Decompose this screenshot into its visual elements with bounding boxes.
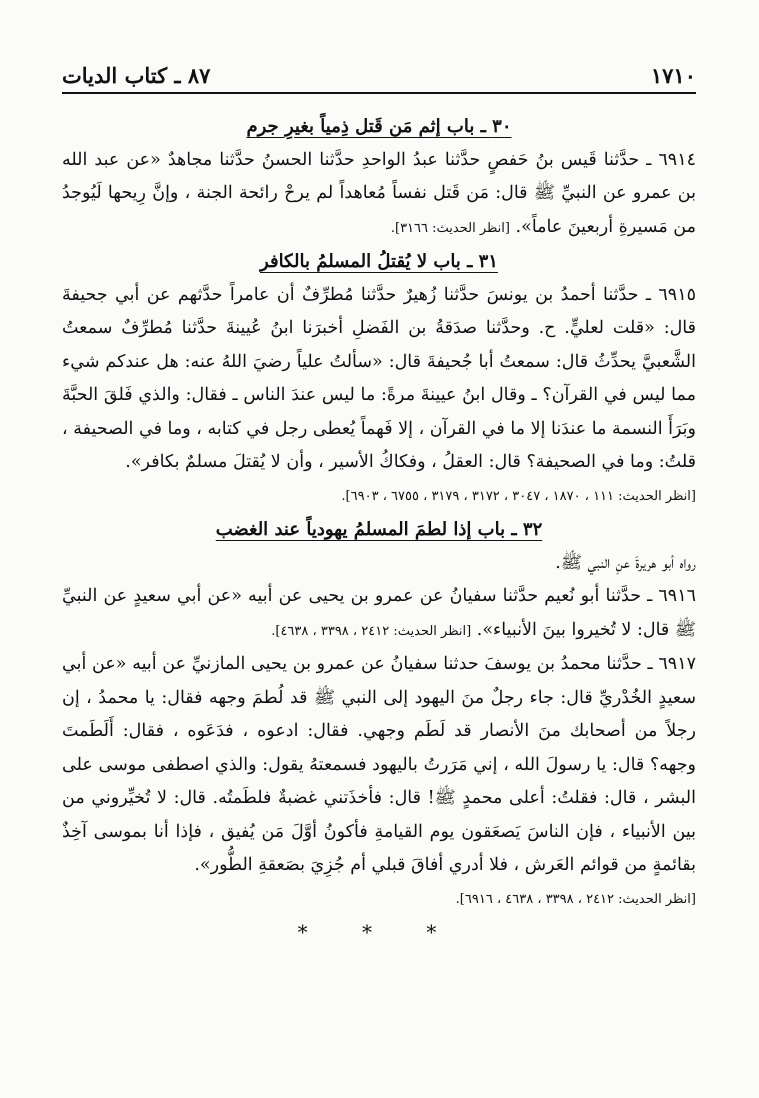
hadith-6917: ٦٩١٧ ـ حدَّثنا محمدُ بن يوسفَ حدثنا سفيانُ عن عمرو بن يحيى المازنيِّ عن أبيه «عن أبي سعيدٍ الخُدْريِّ قال: جاء رجلٌ منَ اليهود إلى النبي ﷺ قد لُطمَ وجهه فقال: يا محمدُ ، إن رجلاً من أصحابك منَ الأنصار قد لَطَم وجهي. فقال: ادعوه ، فدَعَوه ، فقال: أَلَطَمتَ وجهه؟ قال: يا رسولَ الله ، إني مَرَرتُ باليهود فسمعتهُ يقول: والذي اصطفى موسى على البشر ، قال: فقلتُ: أعلى محمدٍ ﷺ! قال: فأخذَتني غضبةٌ فلطَمتُه. قال: لا تُخيِّروني من بين الأنبياء ، فإن الناسَ يَصعَقون يوم القيامةِ فأكونُ أوَّلَ مَن يُفيق ، فإذا أنا بموسى آخِذٌ بقائمةٍ من قوائم العَرش ، فلا أدري أفاقَ قبلي أم جُزِيَ بصَعقةِ الطُّور». (62, 654, 696, 875)
page-number: ١٧١٠ (650, 62, 696, 88)
chapter-heading-31: ٣١ ـ باب لا يُقتلُ المسلمُ بالكافر (260, 251, 498, 272)
hadith-reference: [انظر الحديث: ١١١ ، ١٨٧٠ ، ٣٠٤٧ ، ٣١٧٢ ، ٣١٧٩ ، ٦٧٥٥ ، ٦٩٠٣]. (341, 488, 696, 504)
hadith-reference: [انظر الحديث: ٣١٦٦]. (390, 220, 510, 236)
page-content (62, 110, 696, 950)
book-title: ٨٧ ـ كتاب الديات (62, 62, 211, 88)
chapter-heading-30: ٣٠ ـ باب إثم مَن قَتل ذِمياً بغيرِ جرم (246, 116, 512, 137)
hadith-6915: ٦٩١٥ ـ حدَّثنا أحمدُ بن يونسَ حدَّثنا زُهيرٌ حدَّثنا مُطرِّفٌ أن عامراً حدَّثهم عن أبي جحيفةَ قال: «قلت لعليٍّ. ح. وحدَّثنا صدَقةُ بن الفَضلِ أخبرَنا ابنُ عُيينةَ حدَّثنا مُطرِّفٌ سمعتُ الشَّعبيَّ يحدِّثُ قال: سمعتُ أبا جُحيفةَ قال: «سألتُ علياً رضيَ اللهُ عنه: هل عندكم شيء مما ليس في القرآن؟ ـ وقال ابنُ عيينةَ مرةً: ما ليس عندَ الناس ـ فقال: والذي فَلقَ الحبَّةَ وبَرَأَ النسمة ما عندَنا إلا ما في القرآن ، إلا فَهماً يُعطى رجل في كتابه ، وما في الصحيفة ، قلتُ: وما في الصحيفة؟ قال: العقلُ ، وفكاكُ الأسير ، وأن لا يُقتلَ مسلمٌ بكافر». (62, 284, 696, 472)
chapter-heading-32: ٣٢ ـ باب إذا لطمَ المسلمُ يهودياً عند الغضب (215, 519, 543, 540)
hadith-6914: ٦٩١٤ ـ حدَّثنا قَيس بنُ حَفصٍ حدَّثنا عبدُ الواحدِ حدَّثنا الحسنُ حدَّثنا مجاهدٌ «عن عبد الله بن عمرو عن النبيِّ ﷺ قال: مَن قَتل نفساً مُعاهداً لم يرحْ رائحة الجنة ، وإنَّ رِيحها لَيُوجدُ من مَسيرةِ أربعينَ عاماً». [انظر الحديث: ٣١٦٦]. (62, 149, 696, 237)
section-separator: * * * (297, 920, 461, 944)
hadith-reference: [انظر الحديث: ٢٤١٢ ، ٣٣٩٨ ، ٤٦٣٨ ، ٦٩١٦]. (455, 891, 696, 907)
hadith-reference: [انظر الحديث: ٢٤١٢ ، ٣٣٩٨ ، ٤٦٣٨]. (271, 623, 472, 639)
hadith-6916: ٦٩١٦ ـ حدَّثنا أبو نُعيم حدَّثنا سفيانُ عن عمرو بن يحيى عن أبيه «عن أبي سعيدٍ عن النبيِّ ﷺ قال: لا تُخيروا بينَ الأنبياء». [انظر الحديث: ٢٤١٢ ، ٣٣٩٨ ، ٤٦٣٨]. (62, 586, 696, 640)
page-header (62, 58, 696, 94)
chapter-intro: رواه أبو هريرةَ عنِ النبي ﷺ. (555, 552, 696, 573)
